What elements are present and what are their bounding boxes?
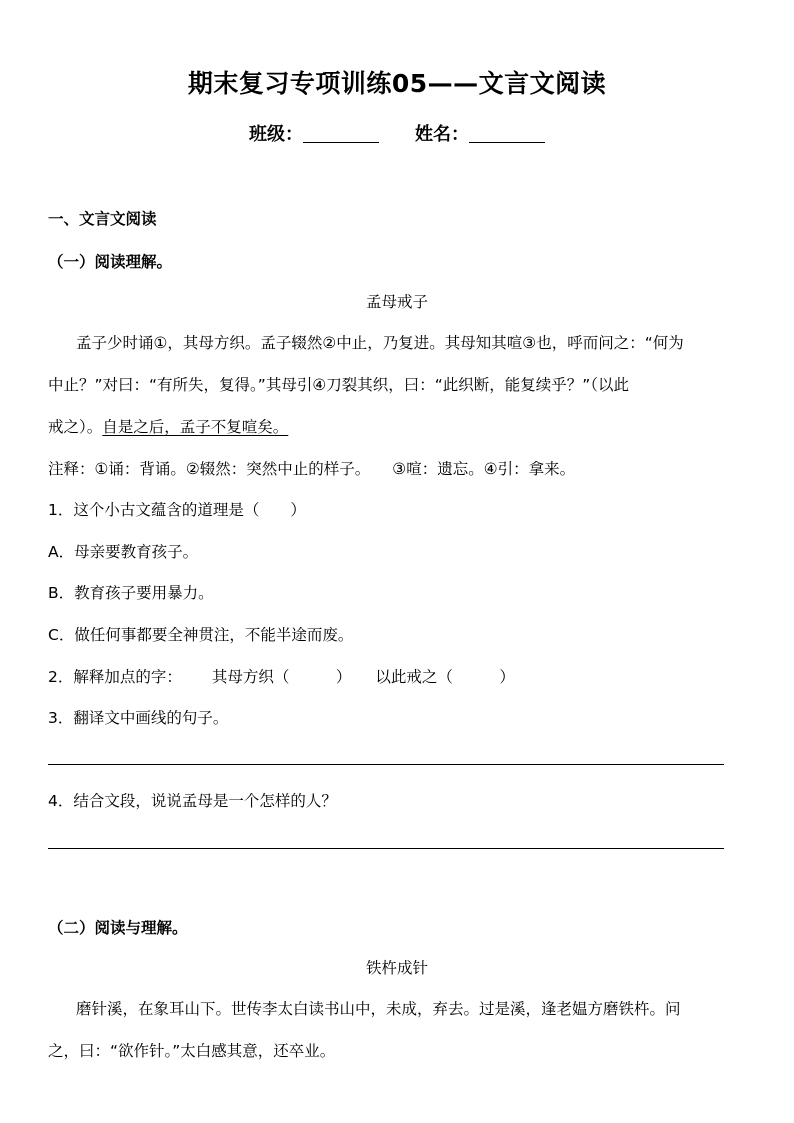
paragraph-line: 之，曰：“欲作针。”太白感其意，还卒业。	[48, 1042, 336, 1060]
notes-part: 注释：①诵：背诵。②辍然：突然中止的样子。	[48, 460, 371, 478]
answer-line[interactable]	[48, 848, 724, 849]
underlined-sentence: 自是之后，孟子不复喧矣。	[102, 418, 289, 436]
story-title: 铁杵成针	[365, 959, 428, 977]
paragraph-line	[48, 415, 288, 437]
name-blank[interactable]	[469, 142, 545, 143]
part2-heading: （二）阅读与理解。	[48, 919, 188, 937]
paragraph-line: 孟子少时诵①，其母方织。孟子辍然②中止，乃复进。其母知其喧③也，呼而问之：“何为	[76, 334, 684, 352]
option-c[interactable]: C．做任何事都要全神贯注，不能半途而废。	[48, 626, 354, 644]
paragraph-text: 戒之）。	[48, 418, 103, 436]
class-label: 班级：	[249, 124, 303, 145]
question-2-item: 其母方织（ ）	[211, 668, 352, 686]
student-info-row	[0, 120, 794, 146]
question-2	[48, 665, 515, 687]
story-title: 孟母戒子	[365, 293, 428, 311]
part1-heading: （一）阅读理解。	[48, 253, 173, 271]
answer-line[interactable]	[48, 764, 724, 765]
option-a[interactable]: A．母亲要教育孩子。	[48, 543, 199, 561]
question-3: 3．翻译文中画线的句子。	[48, 709, 229, 727]
notes-part: ③喧：遗忘。④引：拿来。	[392, 460, 576, 478]
question-2-item: 以此戒之（ ）	[375, 668, 515, 686]
notes	[48, 457, 575, 479]
paragraph-line: 中止？”对曰：“有所失，复得。”其母引④刀裂其织，曰：“此织断，能复续乎？”（以此	[48, 376, 630, 394]
question-1: 1．这个小古文蕴含的道理是（ ）	[48, 501, 306, 519]
section-heading: 一、文言文阅读	[48, 210, 157, 228]
class-blank[interactable]	[303, 142, 379, 143]
option-b[interactable]: B．教育孩子要用暴力。	[48, 584, 214, 602]
question-2-label: 2．解释加点的字：	[48, 668, 182, 686]
paragraph-line: 磨针溪，在象耳山下。世传李太白读书山中，未成，弃去。过是溪，逢老媪方磨铁杵。问	[76, 1000, 681, 1018]
page-title: 期末复习专项训练05——文言文阅读	[187, 69, 607, 98]
name-label: 姓名：	[415, 124, 469, 145]
question-4: 4．结合文段，说说孟母是一个怎样的人？	[48, 792, 337, 810]
